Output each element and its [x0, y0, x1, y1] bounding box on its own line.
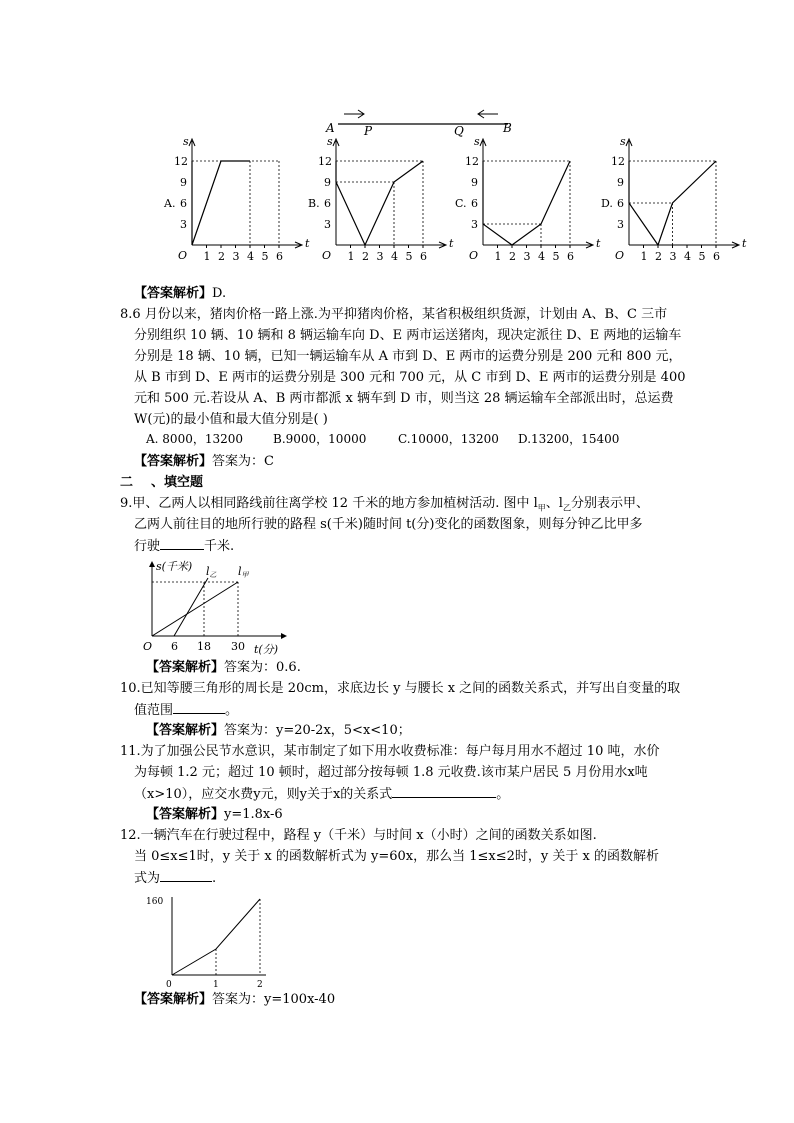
option-letter: D.: [601, 197, 613, 210]
q10-line-1: 10.已知等腰三角形的周长是 20cm，求底边长 y 与腰长 x 之间的函数关系式，并写出自变量的取: [120, 681, 681, 696]
x-tick-label: 3: [523, 250, 531, 263]
q10-answer: [146, 720, 411, 741]
y-tick-label: 6: [471, 197, 478, 210]
q12-line-3-b: .: [212, 871, 217, 886]
option-graph-d: [595, 135, 745, 265]
x-tick-label: 6: [276, 250, 283, 263]
x-tick-label: 6: [420, 250, 427, 263]
x-tick-label: 6: [567, 250, 574, 263]
option-graph-c: [449, 135, 599, 265]
option-graph-a-content: [163, 135, 310, 263]
section-number: 二: [120, 475, 134, 490]
option-letter: C.: [455, 197, 467, 210]
q9-l-jia-label: l甲: [238, 565, 249, 579]
x-axis-label: t: [742, 237, 747, 250]
y-tick-label: 12: [611, 155, 625, 168]
q11-answer: [146, 804, 283, 825]
q8-option-c: C.10000，13200: [398, 432, 499, 446]
curve: [192, 161, 250, 245]
answer-label: 【答案解析】: [134, 454, 213, 469]
x-axis-label: t: [596, 237, 601, 250]
curve: [483, 161, 570, 245]
section-heading: [120, 472, 203, 493]
q10-line-2-b: 。: [225, 703, 239, 718]
origin-label: O: [615, 249, 625, 262]
y-tick-label: 12: [318, 155, 332, 168]
y-tick-label: 9: [180, 176, 187, 189]
x-axis-label: t: [305, 237, 310, 250]
x-tick-label: 1: [347, 250, 355, 263]
q11-line-2: 为每顿 1.2 元；超过 10 顿时，超过部分按每顿 1.8 元收费.该市某户居民 5 月份用水x吨: [134, 765, 648, 780]
x-tick-label: 3: [669, 250, 677, 263]
q12-line-2: 当 0≤x≤1时，y 关于 x 的函数解析式为 y=60x，那么当 1≤x≤2时，y 关于 x 的函数解析: [134, 849, 659, 864]
point-p-label: P: [364, 124, 373, 138]
q9-x-label: t(分): [254, 643, 279, 656]
q11-line-3-b: 。: [496, 787, 510, 802]
q9-answer: [146, 657, 301, 678]
q12-x-tick-2: 2: [257, 980, 263, 990]
q9-x-tick-6: 6: [171, 640, 178, 653]
y-tick-label: 3: [617, 218, 624, 231]
section-title: 、填空题: [151, 475, 204, 490]
q8-option-b: B.9000，10000: [273, 432, 367, 446]
curve: [336, 161, 423, 245]
option-graph-b-content: [308, 135, 454, 263]
answer-label: 【答案解析】: [146, 660, 225, 675]
y-tick-label: 12: [465, 155, 479, 168]
y-tick-label: 6: [617, 197, 624, 210]
answer-label: 【答案解析】: [134, 286, 213, 301]
q8-line-5: 元和 500 元.若设从 A、B 两市都派 x 辆车到 D 市，则当这 28 辆运输车全部派出时，总运费: [134, 391, 674, 406]
x-tick-label: 2: [655, 250, 662, 263]
x-tick-label: 2: [509, 250, 516, 263]
q9-graph: [140, 558, 290, 656]
x-tick-label: 5: [698, 250, 706, 263]
sub-jia: 甲: [537, 503, 546, 513]
y-tick-label: 12: [174, 155, 188, 168]
x-tick-label: 1: [203, 250, 211, 263]
answer-blank[interactable]: [173, 699, 225, 714]
q9-line-1-b: 、l: [545, 496, 563, 511]
answer-label: 【答案解析】: [134, 992, 213, 1007]
y-axis-label: s: [474, 135, 480, 148]
y-tick-label: 9: [324, 176, 331, 189]
x-tick-label: 3: [232, 250, 240, 263]
x-tick-label: 6: [713, 250, 720, 263]
q9-line-3-a: 行驶: [134, 539, 161, 554]
y-tick-label: 3: [180, 218, 187, 231]
option-letter: B.: [308, 197, 320, 210]
q12-x-tick-0: 0: [166, 980, 172, 990]
q9-line-3-b: 千米.: [204, 539, 235, 554]
answer-text: D.: [212, 286, 227, 301]
q12-x-tick-1: 1: [213, 980, 219, 990]
y-tick-label: 9: [617, 176, 624, 189]
q12-y-tick-160: 160: [146, 897, 164, 907]
x-tick-label: 2: [362, 250, 369, 263]
q9-line-1-c: 分别表示甲、: [570, 496, 649, 511]
option-graph-d-content: [601, 135, 747, 263]
answer-label: 【答案解析】: [146, 807, 225, 822]
answer-text: 答案为：C: [212, 454, 274, 469]
answer-text: 答案为：0.6.: [224, 660, 301, 675]
q12-line-3: [134, 867, 216, 889]
y-axis-label: s: [327, 135, 333, 148]
origin-label: O: [469, 249, 479, 262]
q11-line-1: 11.为了加强公民节水意识，某市制定了如下用水收费标准：每户每月用水不超过 10 吨，水价: [120, 744, 660, 759]
q9-x-tick-18: 18: [197, 640, 211, 653]
answer-text: y=1.8x-6: [224, 807, 283, 822]
x-tick-label: 4: [391, 250, 398, 263]
q8-options: [146, 429, 619, 450]
q10-line-2-a: 值范围: [134, 703, 174, 718]
segment-figure: [320, 108, 520, 136]
origin-label: O: [178, 249, 188, 262]
answer-text: 答案为：y=100x-40: [212, 992, 336, 1007]
q8-answer: [134, 451, 274, 472]
q9-y-label: s(千米): [156, 560, 193, 573]
y-tick-label: 6: [180, 197, 187, 210]
q8-line-4: 从 B 市到 D、E 两市的运费分别是 300 元和 700 元，从 C 市到 D、E 两市的运费分别是 400: [134, 370, 686, 385]
option-graph-a: [158, 135, 308, 265]
q12-line-1: 12.一辆汽车在行驶过程中，路程 y（千米）与时间 x（小时）之间的函数关系如图.: [120, 828, 597, 843]
q12-line-3-a: 式为: [134, 871, 161, 886]
q8-line-3: 分别是 18 辆、10 辆，已知一辆运输车从 A 市到 D、E 两市的运费分别是 200 元和 800 元，: [134, 349, 682, 364]
y-tick-label: 3: [324, 218, 331, 231]
q11-line-3-a: （x>10），应交水费y元，则y关于x的关系式: [134, 787, 393, 802]
q8-line-6: W(元)的最小值和最大值分别是( ): [134, 412, 328, 427]
x-tick-label: 5: [552, 250, 560, 263]
x-axis-label: t: [449, 237, 454, 250]
q7-answer: [134, 283, 226, 304]
q9-l-yi-label: l乙: [206, 565, 217, 579]
sub-yi: 乙: [562, 503, 571, 513]
q12-answer: [134, 989, 335, 1010]
q12-graph: [140, 893, 270, 993]
answer-blank[interactable]: [160, 867, 212, 882]
q9-x-tick-30: 30: [231, 640, 245, 653]
x-tick-label: 3: [376, 250, 384, 263]
y-tick-label: 9: [471, 176, 478, 189]
option-letter: A.: [164, 197, 176, 210]
x-tick-label: 2: [218, 250, 225, 263]
x-tick-label: 5: [405, 250, 413, 263]
q11-line-3: [134, 783, 509, 805]
answer-label: 【答案解析】: [146, 723, 225, 738]
x-tick-label: 1: [640, 250, 648, 263]
point-b-label: B: [503, 121, 512, 135]
q8-option-a: A. 8000，13200: [146, 432, 244, 446]
y-axis-label: s: [183, 135, 189, 148]
q9-line-1-a: 9.甲、乙两人以相同路线前往离学校 12 千米的地方参加植树活动. 图中 l: [120, 496, 538, 511]
x-tick-label: 1: [494, 250, 502, 263]
y-tick-label: 3: [471, 218, 478, 231]
point-q-label: Q: [454, 124, 464, 138]
x-tick-label: 4: [684, 250, 691, 263]
answer-text: 答案为：y=20-2x，5<x<10；: [224, 723, 411, 738]
x-tick-label: 5: [261, 250, 269, 263]
answer-blank[interactable]: [392, 783, 496, 798]
x-tick-label: 4: [538, 250, 545, 263]
q8-option-d: D.13200，15400: [518, 432, 620, 446]
origin-label: O: [322, 249, 332, 262]
q10-line-2: [134, 699, 238, 721]
y-tick-label: 6: [324, 197, 331, 210]
q8-line-1: 8.6 月份以来，猪肉价格一路上涨.为平抑猪肉价格，某省积极组织货源，计划由 A、B、C 三市: [120, 307, 668, 322]
answer-blank[interactable]: [160, 535, 204, 550]
q9-origin: O: [143, 640, 153, 653]
y-axis-label: s: [620, 135, 626, 148]
x-tick-label: 4: [247, 250, 254, 263]
q9-line-3: [134, 535, 234, 557]
q8-line-2: 分别组织 10 辆、10 辆和 8 辆运输车向 D、E 两市运送猪肉，现决定派往 D、E 两地的运输车: [134, 328, 682, 343]
point-a-label: A: [326, 121, 335, 135]
option-graph-c-content: [455, 135, 601, 263]
q9-line-2: 乙两人前往目的地所行驶的路程 s(千米)随时间 t(分)变化的函数图象，则每分钟乙比甲多: [134, 517, 643, 532]
option-graph-b: [302, 135, 452, 265]
